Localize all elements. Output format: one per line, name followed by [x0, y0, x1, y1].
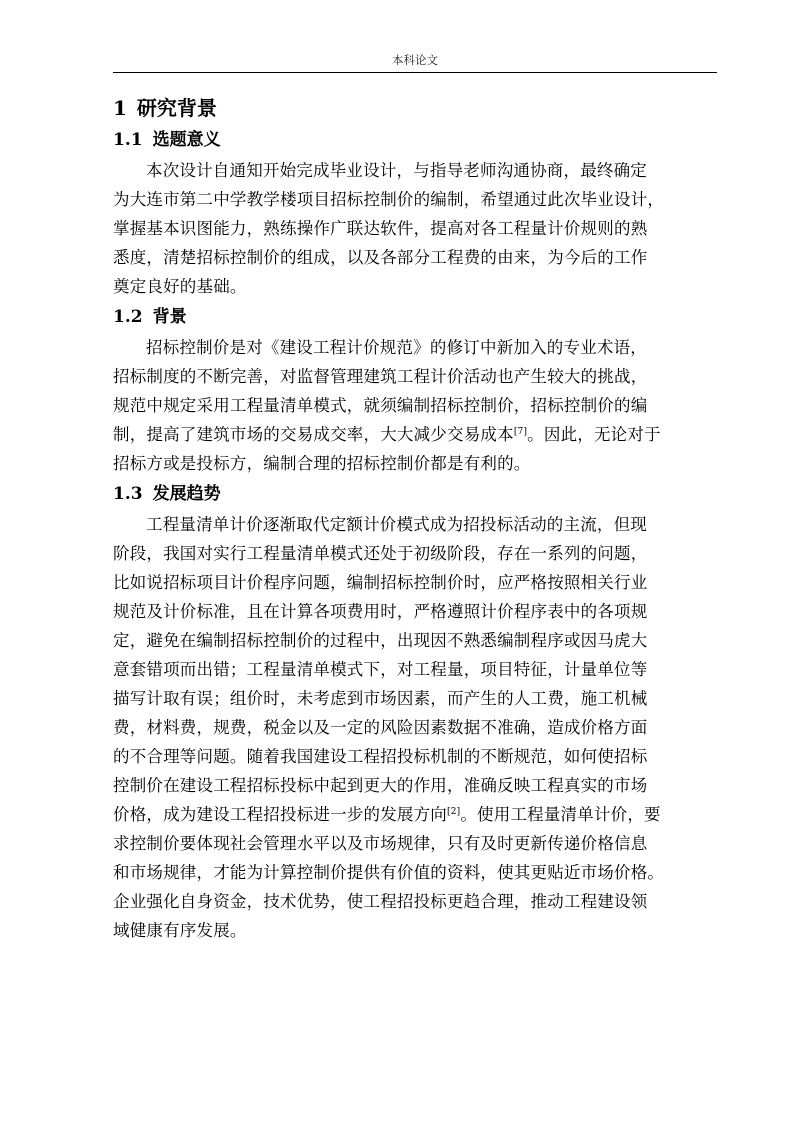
citation-mark: [7] [513, 427, 528, 437]
running-header: 本科论文 [392, 53, 438, 67]
text-line: 控制价在建设工程招标投标中起到更大的作用，准确反映工程真实的市场 [113, 776, 648, 795]
text-line: 描写计取有误；组价时，未考虑到市场因素，而产生的人工费，施工机械 [113, 689, 648, 708]
text-line: 定，避免在编制招标控制价的过程中，出现因不熟悉编制程序或因马虎大 [113, 631, 648, 650]
text-line-with-citation [113, 420, 717, 449]
text-line-with-citation [113, 800, 717, 829]
chapter-title: 研究背景 [136, 96, 217, 120]
header-rule [113, 72, 717, 73]
section-number: 1.2 [113, 307, 143, 327]
text-segment: 价格，成为建设工程招投标进一步的发展方向 [113, 805, 447, 824]
text-line: 掌握基本识图能力，熟练操作广联达软件，提高对各工程量计价规则的熟 [113, 219, 648, 238]
section-title: 发展趋势 [152, 484, 221, 504]
text-line: 为大连市第二中学教学楼项目招标控制价的编制，希望通过此次毕业设计， [113, 190, 665, 209]
paragraph-background [113, 333, 717, 478]
chapter-heading [113, 92, 717, 124]
text-line: 域健康有序发展。 [113, 921, 247, 940]
text-line: 规范中规定采用工程量清单模式，就须编制招标控制价，招标控制价的编 [113, 396, 648, 415]
section-heading-1-3 [113, 478, 717, 510]
chapter-number: 1 [113, 96, 127, 120]
text-line: 奠定良好的基础。 [113, 277, 247, 296]
section-number: 1.1 [113, 130, 143, 150]
citation-mark: [2] [447, 807, 461, 817]
section-heading-1-2 [113, 301, 717, 333]
page-body [113, 92, 717, 945]
text-line: 阶段，我国对实行工程量清单模式还处于初级阶段，存在一系列的问题， [113, 544, 648, 563]
text-segment: 制，提高了建筑市场的交易成交率，大大减少交易成本 [113, 425, 514, 444]
text-line: 悉度，清楚招标控制价的组成，以及各部分工程费的由来，为今后的工作 [113, 248, 648, 267]
section-title: 背景 [152, 307, 187, 327]
section-number: 1.3 [113, 484, 143, 504]
text-line: 规范及计价标准，且在计算各项费用时，严格遵照计价程序表中的各项规 [113, 602, 648, 621]
text-line: 的不合理等问题。随着我国建设工程招投标机制的不断规范，如何使招标 [113, 747, 648, 766]
text-line: 招标方或是投标方，编制合理的招标控制价都是有利的。 [113, 454, 531, 473]
text-line: 费，材料费，规费，税金以及一定的风险因素数据不准确，造成价格方面 [113, 718, 648, 737]
section-title: 选题意义 [152, 130, 221, 150]
text-line: 求控制价要体现社会管理水平以及市场规律，只有及时更新传递价格信息 [113, 834, 648, 853]
text-line: 招标控制价是对《建设工程计价规范》的修订中新加入的专业术语， [146, 338, 647, 357]
text-line: 和市场规律，才能为计算控制价提供有价值的资料，使其更贴近市场价格。 [113, 863, 665, 882]
paragraph-development-trend [113, 510, 717, 945]
text-line: 本次设计自通知开始完成毕业设计，与指导老师沟通协商，最终确定 [146, 161, 647, 180]
text-segment: 。因此，无论对于 [527, 425, 661, 444]
text-line: 意套错项而出错；工程量清单模式下，对工程量，项目特征，计量单位等 [113, 660, 648, 679]
text-line: 招标制度的不断完善，对监督管理建筑工程计价活动也产生较大的挑战， [113, 367, 648, 386]
text-line: 比如说招标项目计价程序问题，编制招标控制价时，应严格按照相关行业 [113, 573, 648, 592]
paragraph-topic-significance [113, 156, 717, 301]
text-line: 企业强化自身资金，技术优势，使工程招投标更趋合理，推动工程建设领 [113, 892, 648, 911]
text-line: 工程量清单计价逐渐取代定额计价模式成为招投标活动的主流，但现 [146, 515, 647, 534]
text-segment: 。使用工程量清单计价，要 [460, 805, 661, 824]
section-heading-1-1 [113, 124, 717, 156]
